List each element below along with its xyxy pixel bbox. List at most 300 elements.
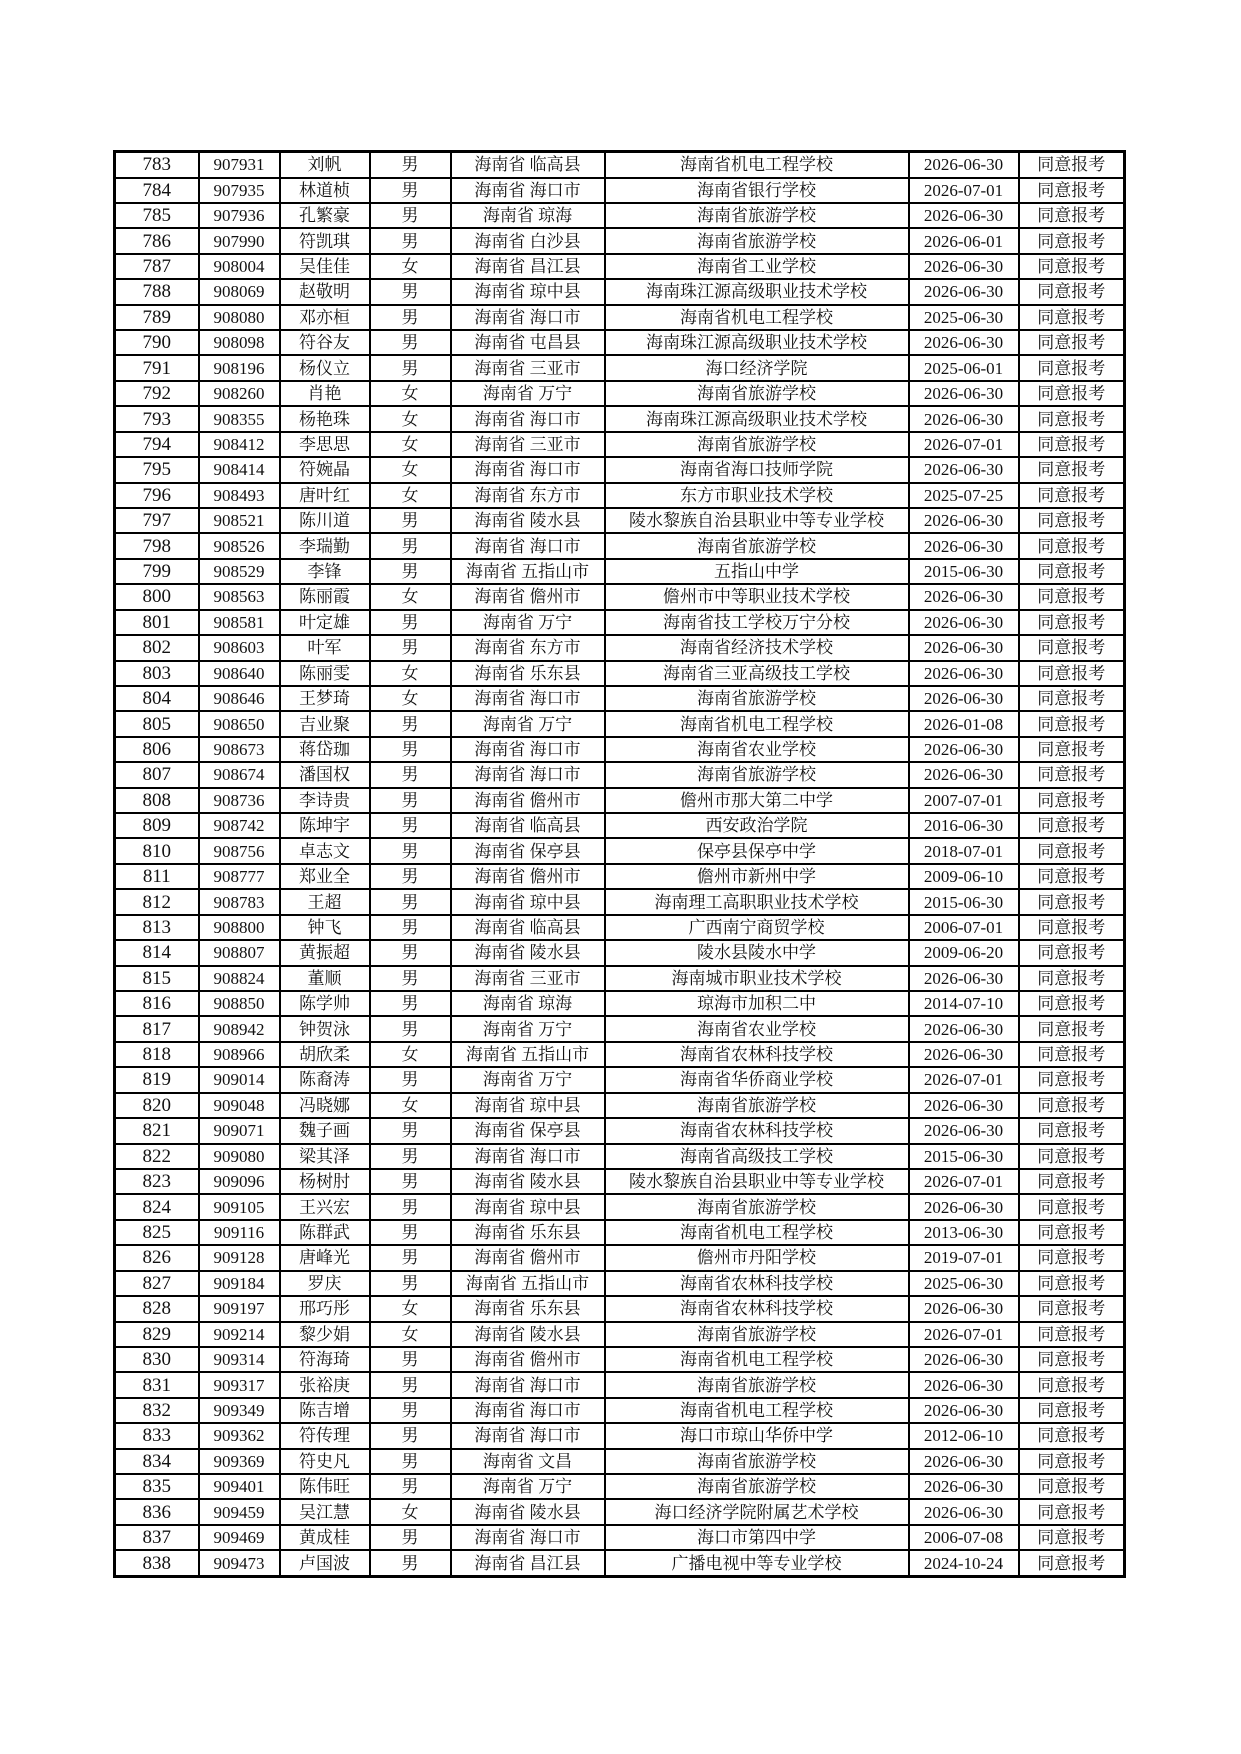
cell-exam_id: 909048 bbox=[199, 1093, 280, 1118]
cell-region: 海南省 儋州市 bbox=[451, 788, 605, 813]
cell-date: 2026-06-30 bbox=[909, 661, 1019, 686]
cell-serial: 795 bbox=[115, 457, 199, 482]
cell-school: 海南省旅游学校 bbox=[605, 228, 909, 253]
cell-date: 2026-06-30 bbox=[909, 762, 1019, 787]
cell-gender: 女 bbox=[370, 686, 451, 711]
table-row bbox=[115, 940, 1125, 965]
cell-school: 海南珠江源高级职业技术学校 bbox=[605, 330, 909, 355]
cell-region: 海南省 五指山市 bbox=[451, 1271, 605, 1296]
cell-school: 海南省旅游学校 bbox=[605, 762, 909, 787]
cell-status: 同意报考 bbox=[1019, 737, 1125, 762]
cell-region: 海南省 海口市 bbox=[451, 1525, 605, 1550]
cell-status: 同意报考 bbox=[1019, 1245, 1125, 1270]
cell-region: 海南省 海口市 bbox=[451, 1423, 605, 1448]
table-row bbox=[115, 1499, 1125, 1524]
cell-region: 海南省 琼中县 bbox=[451, 279, 605, 304]
table-row bbox=[115, 559, 1125, 584]
cell-exam_id: 908521 bbox=[199, 508, 280, 533]
cell-name: 林道桢 bbox=[280, 178, 370, 203]
cell-status: 同意报考 bbox=[1019, 483, 1125, 508]
table-row bbox=[115, 1144, 1125, 1169]
cell-exam_id: 908098 bbox=[199, 330, 280, 355]
cell-school: 海南省旅游学校 bbox=[605, 1372, 909, 1397]
cell-date: 2026-06-30 bbox=[909, 686, 1019, 711]
cell-region: 海南省 儋州市 bbox=[451, 1245, 605, 1270]
cell-exam_id: 909096 bbox=[199, 1169, 280, 1194]
cell-serial: 823 bbox=[115, 1169, 199, 1194]
cell-name: 吉业聚 bbox=[280, 711, 370, 736]
cell-status: 同意报考 bbox=[1019, 1194, 1125, 1219]
cell-date: 2026-06-30 bbox=[909, 330, 1019, 355]
cell-name: 张裕庚 bbox=[280, 1372, 370, 1397]
cell-serial: 803 bbox=[115, 661, 199, 686]
cell-gender: 男 bbox=[370, 610, 451, 635]
cell-status: 同意报考 bbox=[1019, 355, 1125, 380]
cell-date: 2026-06-30 bbox=[909, 610, 1019, 635]
table-row bbox=[115, 279, 1125, 304]
cell-name: 刘帆 bbox=[280, 152, 370, 178]
cell-status: 同意报考 bbox=[1019, 457, 1125, 482]
table-row bbox=[115, 152, 1125, 178]
cell-name: 吴江慧 bbox=[280, 1499, 370, 1524]
cell-exam_id: 908529 bbox=[199, 559, 280, 584]
table-row bbox=[115, 610, 1125, 635]
cell-exam_id: 908807 bbox=[199, 940, 280, 965]
cell-serial: 801 bbox=[115, 610, 199, 635]
cell-region: 海南省 五指山市 bbox=[451, 1042, 605, 1067]
table-row bbox=[115, 1525, 1125, 1550]
cell-name: 叶军 bbox=[280, 635, 370, 660]
cell-date: 2013-06-30 bbox=[909, 1220, 1019, 1245]
cell-status: 同意报考 bbox=[1019, 1525, 1125, 1550]
cell-region: 海南省 琼中县 bbox=[451, 1194, 605, 1219]
cell-serial: 838 bbox=[115, 1550, 199, 1576]
table-row bbox=[115, 788, 1125, 813]
cell-name: 吴佳佳 bbox=[280, 254, 370, 279]
cell-region: 海南省 临高县 bbox=[451, 915, 605, 940]
cell-region: 海南省 昌江县 bbox=[451, 1550, 605, 1576]
cell-status: 同意报考 bbox=[1019, 1449, 1125, 1474]
cell-gender: 男 bbox=[370, 279, 451, 304]
cell-name: 郑业全 bbox=[280, 864, 370, 889]
cell-date: 2024-10-24 bbox=[909, 1550, 1019, 1576]
cell-status: 同意报考 bbox=[1019, 406, 1125, 431]
cell-school: 海南省旅游学校 bbox=[605, 381, 909, 406]
cell-name: 杨艳珠 bbox=[280, 406, 370, 431]
cell-school: 陵水黎族自治县职业中等专业学校 bbox=[605, 508, 909, 533]
table-row bbox=[115, 228, 1125, 253]
cell-gender: 男 bbox=[370, 1245, 451, 1270]
table-row bbox=[115, 889, 1125, 914]
cell-name: 李诗贵 bbox=[280, 788, 370, 813]
cell-date: 2026-06-30 bbox=[909, 1474, 1019, 1499]
table-row bbox=[115, 1423, 1125, 1448]
cell-status: 同意报考 bbox=[1019, 1296, 1125, 1321]
table-row bbox=[115, 584, 1125, 609]
cell-name: 陈丽霞 bbox=[280, 584, 370, 609]
cell-date: 2026-06-30 bbox=[909, 1372, 1019, 1397]
cell-serial: 832 bbox=[115, 1398, 199, 1423]
table-row bbox=[115, 1398, 1125, 1423]
cell-status: 同意报考 bbox=[1019, 1118, 1125, 1143]
cell-exam_id: 909128 bbox=[199, 1245, 280, 1270]
cell-name: 唐峰光 bbox=[280, 1245, 370, 1270]
cell-name: 陈群武 bbox=[280, 1220, 370, 1245]
cell-school: 广西南宁商贸学校 bbox=[605, 915, 909, 940]
cell-serial: 824 bbox=[115, 1194, 199, 1219]
cell-school: 陵水黎族自治县职业中等专业学校 bbox=[605, 1169, 909, 1194]
cell-gender: 男 bbox=[370, 228, 451, 253]
cell-date: 2026-06-30 bbox=[909, 737, 1019, 762]
cell-date: 2026-06-30 bbox=[909, 1296, 1019, 1321]
cell-status: 同意报考 bbox=[1019, 940, 1125, 965]
cell-status: 同意报考 bbox=[1019, 254, 1125, 279]
cell-region: 海南省 陵水县 bbox=[451, 1499, 605, 1524]
cell-exam_id: 908640 bbox=[199, 661, 280, 686]
cell-serial: 811 bbox=[115, 864, 199, 889]
cell-date: 2025-06-01 bbox=[909, 355, 1019, 380]
cell-gender: 女 bbox=[370, 1093, 451, 1118]
cell-school: 海南省机电工程学校 bbox=[605, 1220, 909, 1245]
cell-serial: 791 bbox=[115, 355, 199, 380]
cell-gender: 男 bbox=[370, 1398, 451, 1423]
cell-region: 海南省 五指山市 bbox=[451, 559, 605, 584]
cell-status: 同意报考 bbox=[1019, 533, 1125, 558]
cell-school: 海南省工业学校 bbox=[605, 254, 909, 279]
cell-name: 符谷友 bbox=[280, 330, 370, 355]
cell-status: 同意报考 bbox=[1019, 1398, 1125, 1423]
cell-name: 胡欣柔 bbox=[280, 1042, 370, 1067]
cell-status: 同意报考 bbox=[1019, 203, 1125, 228]
cell-status: 同意报考 bbox=[1019, 838, 1125, 863]
cell-school: 五指山中学 bbox=[605, 559, 909, 584]
cell-region: 海南省 乐东县 bbox=[451, 1220, 605, 1245]
table-row bbox=[115, 330, 1125, 355]
cell-status: 同意报考 bbox=[1019, 381, 1125, 406]
table-row bbox=[115, 178, 1125, 203]
cell-serial: 834 bbox=[115, 1449, 199, 1474]
cell-school: 海南省经济技术学校 bbox=[605, 635, 909, 660]
cell-region: 海南省 三亚市 bbox=[451, 355, 605, 380]
cell-exam_id: 907936 bbox=[199, 203, 280, 228]
cell-status: 同意报考 bbox=[1019, 661, 1125, 686]
cell-exam_id: 908412 bbox=[199, 432, 280, 457]
table-row bbox=[115, 1372, 1125, 1397]
cell-exam_id: 909184 bbox=[199, 1271, 280, 1296]
cell-gender: 男 bbox=[370, 1271, 451, 1296]
cell-exam_id: 909314 bbox=[199, 1347, 280, 1372]
cell-gender: 男 bbox=[370, 1067, 451, 1092]
cell-school: 儋州市丹阳学校 bbox=[605, 1245, 909, 1270]
cell-serial: 787 bbox=[115, 254, 199, 279]
cell-school: 海南珠江源高级职业技术学校 bbox=[605, 279, 909, 304]
cell-school: 西安政治学院 bbox=[605, 813, 909, 838]
cell-status: 同意报考 bbox=[1019, 788, 1125, 813]
cell-date: 2026-06-30 bbox=[909, 966, 1019, 991]
table-row bbox=[115, 711, 1125, 736]
cell-status: 同意报考 bbox=[1019, 889, 1125, 914]
cell-name: 蒋岱珈 bbox=[280, 737, 370, 762]
cell-exam_id: 908756 bbox=[199, 838, 280, 863]
table-row bbox=[115, 813, 1125, 838]
cell-school: 海南省农林科技学校 bbox=[605, 1118, 909, 1143]
cell-name: 李瑞勤 bbox=[280, 533, 370, 558]
cell-serial: 796 bbox=[115, 483, 199, 508]
cell-region: 海南省 保亭县 bbox=[451, 1118, 605, 1143]
cell-exam_id: 907935 bbox=[199, 178, 280, 203]
cell-region: 海南省 儋州市 bbox=[451, 1347, 605, 1372]
cell-exam_id: 909469 bbox=[199, 1525, 280, 1550]
cell-region: 海南省 陵水县 bbox=[451, 940, 605, 965]
cell-date: 2026-06-30 bbox=[909, 508, 1019, 533]
cell-status: 同意报考 bbox=[1019, 966, 1125, 991]
cell-date: 2026-07-01 bbox=[909, 1067, 1019, 1092]
cell-serial: 808 bbox=[115, 788, 199, 813]
cell-serial: 826 bbox=[115, 1245, 199, 1270]
cell-gender: 男 bbox=[370, 1372, 451, 1397]
cell-serial: 786 bbox=[115, 228, 199, 253]
cell-region: 海南省 陵水县 bbox=[451, 1322, 605, 1347]
cell-serial: 809 bbox=[115, 813, 199, 838]
cell-serial: 800 bbox=[115, 584, 199, 609]
cell-name: 杨仪立 bbox=[280, 355, 370, 380]
cell-serial: 792 bbox=[115, 381, 199, 406]
cell-status: 同意报考 bbox=[1019, 1423, 1125, 1448]
cell-name: 钟飞 bbox=[280, 915, 370, 940]
cell-school: 海南省三亚高级技工学校 bbox=[605, 661, 909, 686]
cell-exam_id: 909105 bbox=[199, 1194, 280, 1219]
cell-region: 海南省 万宁 bbox=[451, 381, 605, 406]
cell-status: 同意报考 bbox=[1019, 178, 1125, 203]
cell-date: 2019-07-01 bbox=[909, 1245, 1019, 1270]
cell-school: 海口市琼山华侨中学 bbox=[605, 1423, 909, 1448]
cell-school: 广播电视中等专业学校 bbox=[605, 1550, 909, 1576]
cell-exam_id: 908493 bbox=[199, 483, 280, 508]
cell-gender: 男 bbox=[370, 1118, 451, 1143]
cell-name: 赵敬明 bbox=[280, 279, 370, 304]
cell-serial: 789 bbox=[115, 305, 199, 330]
cell-date: 2025-06-30 bbox=[909, 305, 1019, 330]
cell-region: 海南省 万宁 bbox=[451, 711, 605, 736]
cell-name: 陈坤宇 bbox=[280, 813, 370, 838]
cell-gender: 女 bbox=[370, 661, 451, 686]
cell-date: 2026-07-01 bbox=[909, 178, 1019, 203]
cell-gender: 男 bbox=[370, 330, 451, 355]
cell-region: 海南省 万宁 bbox=[451, 610, 605, 635]
table-row bbox=[115, 1474, 1125, 1499]
cell-region: 海南省 海口市 bbox=[451, 457, 605, 482]
cell-status: 同意报考 bbox=[1019, 1067, 1125, 1092]
cell-name: 符史凡 bbox=[280, 1449, 370, 1474]
cell-region: 海南省 临高县 bbox=[451, 813, 605, 838]
cell-date: 2018-07-01 bbox=[909, 838, 1019, 863]
cell-status: 同意报考 bbox=[1019, 508, 1125, 533]
cell-gender: 男 bbox=[370, 152, 451, 178]
cell-region: 海南省 海口市 bbox=[451, 406, 605, 431]
cell-serial: 814 bbox=[115, 940, 199, 965]
cell-gender: 男 bbox=[370, 1525, 451, 1550]
cell-date: 2026-06-30 bbox=[909, 203, 1019, 228]
table-row bbox=[115, 1042, 1125, 1067]
table-row bbox=[115, 661, 1125, 686]
cell-serial: 822 bbox=[115, 1144, 199, 1169]
cell-name: 陈裔涛 bbox=[280, 1067, 370, 1092]
cell-region: 海南省 屯昌县 bbox=[451, 330, 605, 355]
cell-gender: 男 bbox=[370, 355, 451, 380]
cell-region: 海南省 万宁 bbox=[451, 1067, 605, 1092]
cell-region: 海南省 琼中县 bbox=[451, 889, 605, 914]
cell-name: 邢巧彤 bbox=[280, 1296, 370, 1321]
cell-status: 同意报考 bbox=[1019, 915, 1125, 940]
table-row bbox=[115, 1067, 1125, 1092]
cell-status: 同意报考 bbox=[1019, 228, 1125, 253]
cell-exam_id: 908942 bbox=[199, 1016, 280, 1041]
cell-date: 2026-06-30 bbox=[909, 1118, 1019, 1143]
registration-table-body bbox=[115, 152, 1125, 1577]
cell-exam_id: 909116 bbox=[199, 1220, 280, 1245]
cell-serial: 812 bbox=[115, 889, 199, 914]
cell-serial: 794 bbox=[115, 432, 199, 457]
cell-school: 海南理工高职职业技术学校 bbox=[605, 889, 909, 914]
cell-date: 2014-07-10 bbox=[909, 991, 1019, 1016]
cell-region: 海南省 海口市 bbox=[451, 737, 605, 762]
cell-date: 2016-06-30 bbox=[909, 813, 1019, 838]
cell-gender: 男 bbox=[370, 940, 451, 965]
cell-serial: 816 bbox=[115, 991, 199, 1016]
cell-serial: 828 bbox=[115, 1296, 199, 1321]
cell-date: 2026-01-08 bbox=[909, 711, 1019, 736]
cell-region: 海南省 儋州市 bbox=[451, 864, 605, 889]
cell-gender: 女 bbox=[370, 406, 451, 431]
cell-status: 同意报考 bbox=[1019, 1322, 1125, 1347]
cell-gender: 女 bbox=[370, 1296, 451, 1321]
cell-exam_id: 908783 bbox=[199, 889, 280, 914]
cell-date: 2026-06-30 bbox=[909, 1449, 1019, 1474]
table-row bbox=[115, 1550, 1125, 1576]
cell-name: 陈伟旺 bbox=[280, 1474, 370, 1499]
cell-region: 海南省 海口市 bbox=[451, 1144, 605, 1169]
cell-serial: 821 bbox=[115, 1118, 199, 1143]
cell-region: 海南省 昌江县 bbox=[451, 254, 605, 279]
cell-name: 王梦琦 bbox=[280, 686, 370, 711]
cell-date: 2026-06-30 bbox=[909, 1499, 1019, 1524]
cell-date: 2006-07-01 bbox=[909, 915, 1019, 940]
cell-gender: 男 bbox=[370, 1220, 451, 1245]
cell-school: 海南省机电工程学校 bbox=[605, 152, 909, 178]
cell-status: 同意报考 bbox=[1019, 1016, 1125, 1041]
cell-gender: 男 bbox=[370, 533, 451, 558]
cell-name: 黄成桂 bbox=[280, 1525, 370, 1550]
cell-region: 海南省 琼中县 bbox=[451, 1093, 605, 1118]
cell-name: 孔繁豪 bbox=[280, 203, 370, 228]
cell-gender: 男 bbox=[370, 1347, 451, 1372]
cell-school: 东方市职业技术学校 bbox=[605, 483, 909, 508]
cell-gender: 男 bbox=[370, 305, 451, 330]
cell-gender: 男 bbox=[370, 178, 451, 203]
cell-region: 海南省 陵水县 bbox=[451, 1169, 605, 1194]
cell-exam_id: 909317 bbox=[199, 1372, 280, 1397]
cell-gender: 男 bbox=[370, 813, 451, 838]
cell-status: 同意报考 bbox=[1019, 1347, 1125, 1372]
cell-status: 同意报考 bbox=[1019, 762, 1125, 787]
table-row bbox=[115, 762, 1125, 787]
cell-date: 2009-06-10 bbox=[909, 864, 1019, 889]
cell-date: 2025-07-25 bbox=[909, 483, 1019, 508]
cell-exam_id: 909071 bbox=[199, 1118, 280, 1143]
cell-status: 同意报考 bbox=[1019, 1474, 1125, 1499]
cell-exam_id: 909459 bbox=[199, 1499, 280, 1524]
cell-date: 2026-07-01 bbox=[909, 1322, 1019, 1347]
table-row bbox=[115, 1194, 1125, 1219]
cell-date: 2026-06-30 bbox=[909, 1016, 1019, 1041]
cell-gender: 男 bbox=[370, 1144, 451, 1169]
cell-gender: 男 bbox=[370, 889, 451, 914]
cell-exam_id: 908563 bbox=[199, 584, 280, 609]
cell-exam_id: 908355 bbox=[199, 406, 280, 431]
table-row bbox=[115, 737, 1125, 762]
cell-serial: 804 bbox=[115, 686, 199, 711]
cell-serial: 835 bbox=[115, 1474, 199, 1499]
cell-date: 2009-06-20 bbox=[909, 940, 1019, 965]
cell-status: 同意报考 bbox=[1019, 1169, 1125, 1194]
cell-date: 2026-06-30 bbox=[909, 1042, 1019, 1067]
cell-gender: 男 bbox=[370, 559, 451, 584]
cell-region: 海南省 万宁 bbox=[451, 1016, 605, 1041]
cell-exam_id: 908777 bbox=[199, 864, 280, 889]
cell-exam_id: 908196 bbox=[199, 355, 280, 380]
cell-date: 2015-06-30 bbox=[909, 889, 1019, 914]
table-row bbox=[115, 686, 1125, 711]
cell-status: 同意报考 bbox=[1019, 1042, 1125, 1067]
cell-school: 海南省农业学校 bbox=[605, 737, 909, 762]
cell-date: 2026-06-30 bbox=[909, 457, 1019, 482]
cell-exam_id: 907931 bbox=[199, 152, 280, 178]
cell-status: 同意报考 bbox=[1019, 1550, 1125, 1576]
cell-region: 海南省 海口市 bbox=[451, 1372, 605, 1397]
cell-region: 海南省 三亚市 bbox=[451, 966, 605, 991]
cell-date: 2026-06-01 bbox=[909, 228, 1019, 253]
cell-serial: 797 bbox=[115, 508, 199, 533]
table-row bbox=[115, 1271, 1125, 1296]
cell-school: 海南省机电工程学校 bbox=[605, 1347, 909, 1372]
cell-gender: 男 bbox=[370, 1169, 451, 1194]
cell-gender: 男 bbox=[370, 762, 451, 787]
table-row bbox=[115, 864, 1125, 889]
cell-status: 同意报考 bbox=[1019, 432, 1125, 457]
cell-name: 卢国波 bbox=[280, 1550, 370, 1576]
cell-date: 2007-07-01 bbox=[909, 788, 1019, 813]
cell-serial: 827 bbox=[115, 1271, 199, 1296]
cell-gender: 男 bbox=[370, 711, 451, 736]
cell-region: 海南省 乐东县 bbox=[451, 1296, 605, 1321]
table-row bbox=[115, 966, 1125, 991]
cell-exam_id: 907990 bbox=[199, 228, 280, 253]
cell-school: 海南省旅游学校 bbox=[605, 1322, 909, 1347]
cell-name: 陈吉增 bbox=[280, 1398, 370, 1423]
table-row bbox=[115, 991, 1125, 1016]
cell-status: 同意报考 bbox=[1019, 559, 1125, 584]
cell-name: 符婉晶 bbox=[280, 457, 370, 482]
cell-region: 海南省 文昌 bbox=[451, 1449, 605, 1474]
cell-region: 海南省 海口市 bbox=[451, 762, 605, 787]
cell-exam_id: 908824 bbox=[199, 966, 280, 991]
cell-gender: 男 bbox=[370, 508, 451, 533]
cell-serial: 802 bbox=[115, 635, 199, 660]
cell-exam_id: 909362 bbox=[199, 1423, 280, 1448]
cell-serial: 798 bbox=[115, 533, 199, 558]
cell-exam_id: 909369 bbox=[199, 1449, 280, 1474]
cell-name: 王超 bbox=[280, 889, 370, 914]
